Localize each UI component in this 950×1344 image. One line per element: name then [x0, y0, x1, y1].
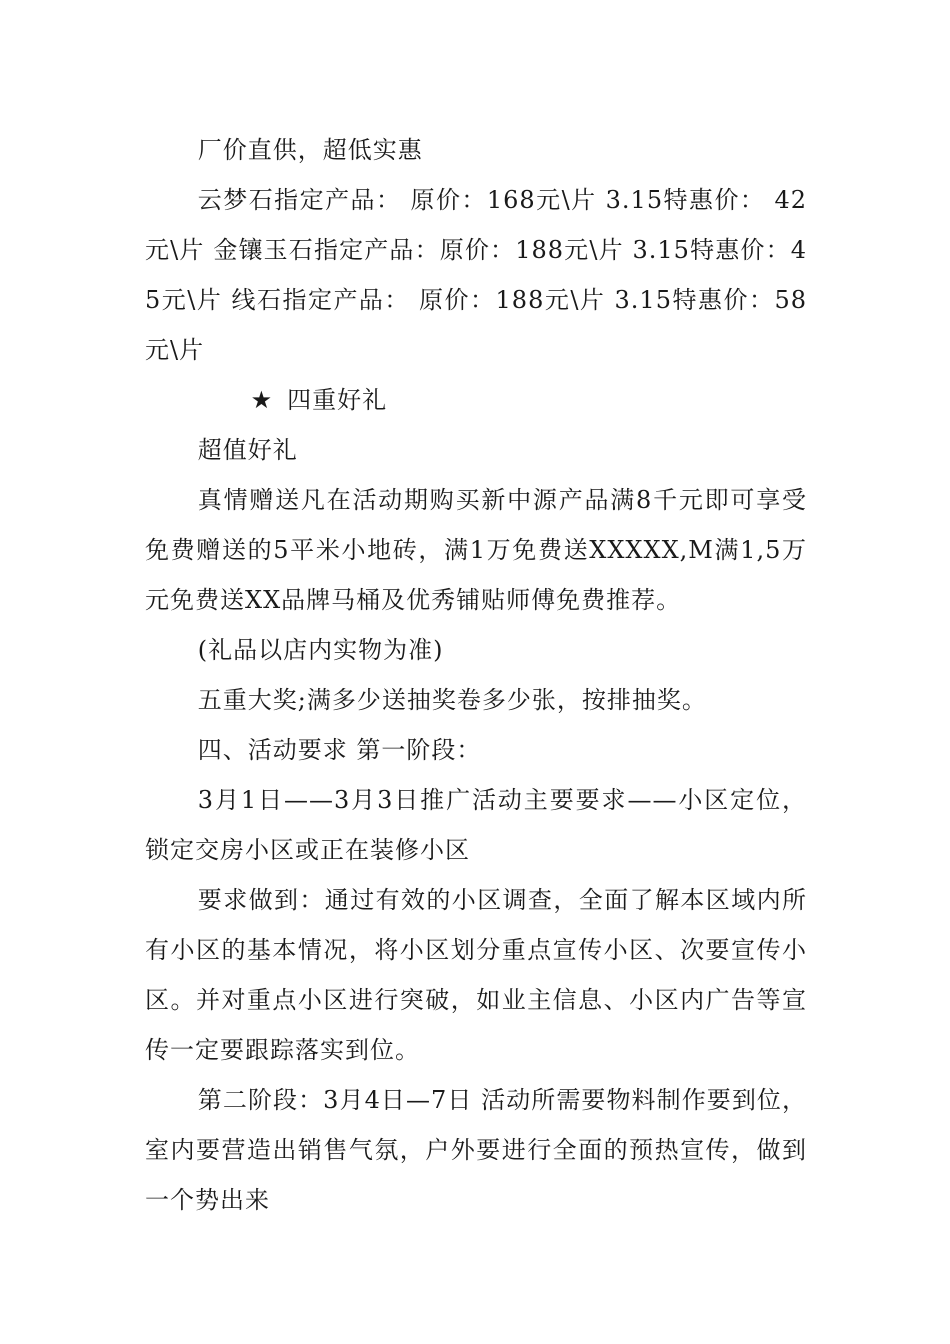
heading-four-gifts — [145, 375, 807, 425]
paragraph-value-gifts: 超值好礼 — [197, 436, 298, 464]
star-icon: ★ — [250, 386, 274, 414]
paragraph-gift-note: (礼品以店内实物为准) — [197, 636, 444, 664]
paragraph-stage-one-requirements: 要求做到：通过有效的小区调查，全面了解本区域内所有小区的基本情况，将小区划分重点宣传小区、次要宣传小区。并对重点小区进行突破，如业主信息、小区内广告等宣传一定要跟踪落实到位。 — [145, 886, 807, 1064]
paragraph-stage-two: 第二阶段：3月4日—7日 活动所需要物料制作要到位，室内要营造出销售气氛，户外要进行全面的预热宣传，做到一个势出来 — [145, 1086, 807, 1214]
paragraph-factory-price: 厂价直供，超低实惠 — [197, 136, 423, 164]
paragraph-product-prices: 云梦石指定产品： 原价：168元\片 3.15特惠价： 42元\片 金镶玉石指定产品：原价：188元\片 3.15特惠价：45元\片 线石指定产品： 原价：188元\片 3.15特惠价：58元\片 — [145, 186, 807, 364]
paragraph-activity-requirements: 四、活动要求 第一阶段： — [197, 736, 482, 764]
paragraph-grand-prize: 五重大奖;满多少送抽奖卷多少张，按排抽奖。 — [197, 686, 707, 714]
paragraph-gift-details: 真情赠送凡在活动期购买新中源产品满8千元即可享受免费赠送的5平米小地砖，满1万免费送XXXXX,M满1,5万元免费送XX品牌马桶及优秀铺贴师傅免费推荐。 — [145, 486, 807, 614]
paragraph-stage-one-dates: 3月1日——3月3日推广活动主要要求——小区定位，锁定交房小区或正在装修小区 — [145, 786, 807, 864]
document-body — [145, 125, 807, 1225]
heading-four-gifts-label: 四重好礼 — [287, 386, 388, 414]
